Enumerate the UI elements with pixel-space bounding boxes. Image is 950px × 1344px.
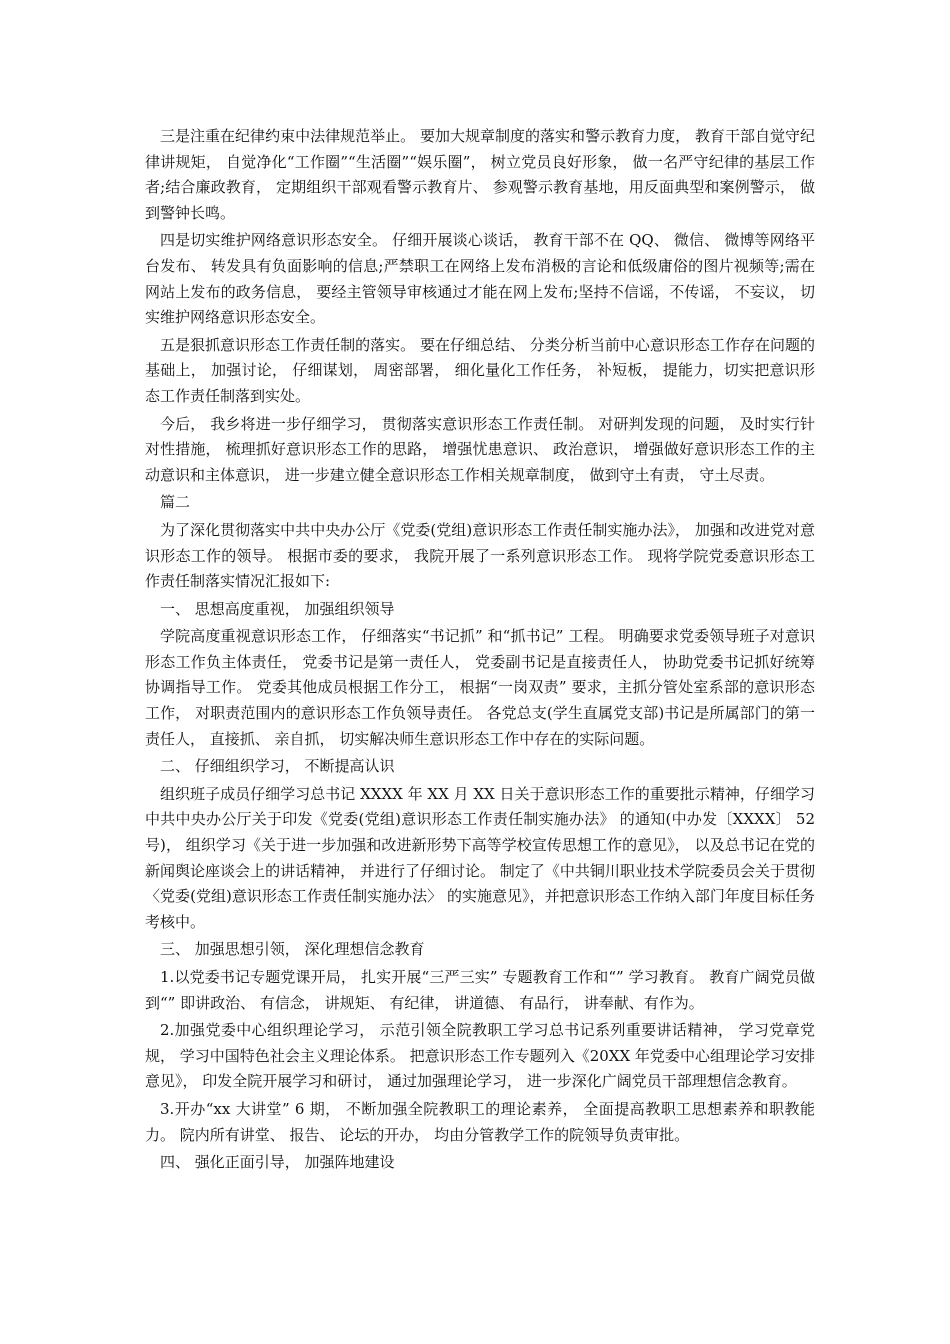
paragraph: 四是切实维护网络意识形态安全。 仔细开展谈心谈话， 教育干部不在 QQ、 微信、 微博等网络平台发布、 转发具有负面影响的信息;严禁职工在网络上发布消极的言论和低级庸俗的图片视频等;需在网站上发布的政务信息， 要经主管领导审核通过才能在网上发布;坚持不信谣，不传谣， 不妄议， 切实维护网络意识形态安全。 — [145, 231, 815, 327]
section-heading: 四、 强化正面引导， 加强阵地建设 — [160, 1153, 395, 1172]
paragraph: 学院高度重视意识形态工作， 仔细落实“书记抓” 和“抓书记” 工程。 明确要求党委领导班子对意识形态工作负主体责任， 党委书记是第一责任人， 党委副书记是直接责任人， 协助党委书记抓好统筹协调指导工作。 党委其他成员根据工作分工， 根据“一岗双责” 要求，主抓分管处室系部的意识形态工作， 对职责范围内的意识形态工作负领导责任。 各党总支(学生直属党支部)书记是所属部门的第一责任人， 直接抓、 亲自抓， 切实解决师生意识形态工作中存在的实际问题。 — [145, 627, 815, 748]
paragraph: 为了深化贯彻落实中共中央办公厅《党委(党组)意识形态工作责任制实施办法》， 加强和改进党对意识形态工作的领导。 根据市委的要求， 我院开展了一系列意识形态工作。 现将学院党委意识形态工作责任制落实情况汇报如下: — [145, 520, 815, 591]
section-heading: 二、 仔细组织学习， 不断提高认识 — [160, 757, 395, 776]
paragraph: 组织班子成员仔细学习总书记 XXXX 年 XX 月 XX 日关于意识形态工作的重要批示精神，仔细学习中共中央办公厅关于印发《党委(党组)意识形态工作责任制实施办法》 的通知(中办发〔XXXX〕 52 号)， 组织学习《关于进一步加强和改进新形势下高等学校宣传思想工作的意见》， 以及总书记在党的新闻舆论座谈会上的讲话精神， 并进行了仔细讨论。 制定了《中共铜川职业技术学院委员会关于贯彻〈党委(党组)意识形态工作责任制实施办法〉 的实施意见》，并把意识形态工作纳入部门年度目标任务考核中。 — [145, 784, 815, 931]
list-item: 3.开办“xx 大讲堂” 6 期， 不断加强全院教职工的理论素养， 全面提高教职工思想素养和职教能力。 院内所有讲堂、 报告、 论坛的开办， 均由分管教学工作的院领导负责审批。 — [145, 1099, 815, 1144]
paragraph: 今后， 我乡将进一步仔细学习， 贯彻落实意识形态工作责任制。 对研判发现的问题， 及时实行针对性措施， 梳理抓好意识形态工作的思路， 增强忧患意识、 政治意识， 增强做好意识形态工作的主动意识和主体意识， 进一步建立健全意识形态工作相关规章制度， 做到守土有责， 守土尽责。 — [145, 414, 815, 484]
section-heading: 一、 思想高度重视， 加强组织领导 — [160, 599, 395, 618]
paragraph: 三是注重在纪律约束中法律规范举止。 要加大规章制度的落实和警示教育力度， 教育干部自觉守纪律讲规矩， 自觉净化“工作圈”“生活圈”“娱乐圈”， 树立党员良好形象， 做一名严守纪律的基层工作者;结合廉政教育， 定期组织干部观看警示教育片、 参观警示教育基地，用反面典型和案例警示， 做到警钟长鸣。 — [145, 127, 815, 222]
list-item: 2.加强党委中心组织理论学习， 示范引领全院教职工学习总书记系列重要讲话精神， 学习党章党规， 学习中国特色社会主义理论体系。 把意识形态工作专题列入《20XX 年党委中心组理论学习安排意见》， 印发全院开展学习和研讨， 通过加强理论学习， 进一步深化广阔党员干部理想信念教育。 — [145, 1021, 815, 1091]
paragraph: 五是狠抓意识形态工作责任制的落实。 要在仔细总结、 分类分析当前中心意识形态工作存在问题的基础上， 加强讨论， 仔细谋划， 周密部署， 细化量化工作任务， 补短板， 提能力，切实把意识形态工作责任制落到实处。 — [145, 335, 815, 405]
list-item: 1.以党委书记专题党课开局， 扎实开展“三严三实” 专题教育工作和“” 学习教育。 教育广阔党员做到“” 即讲政治、 有信念， 讲规矩、 有纪律， 讲道德、 有品行， 讲奉献、有作为。 — [145, 968, 815, 1012]
section-heading: 三、 加强思想引领， 深化理想信念教育 — [160, 940, 425, 959]
document-body — [145, 124, 815, 1178]
section-heading: 篇二 — [160, 493, 191, 512]
